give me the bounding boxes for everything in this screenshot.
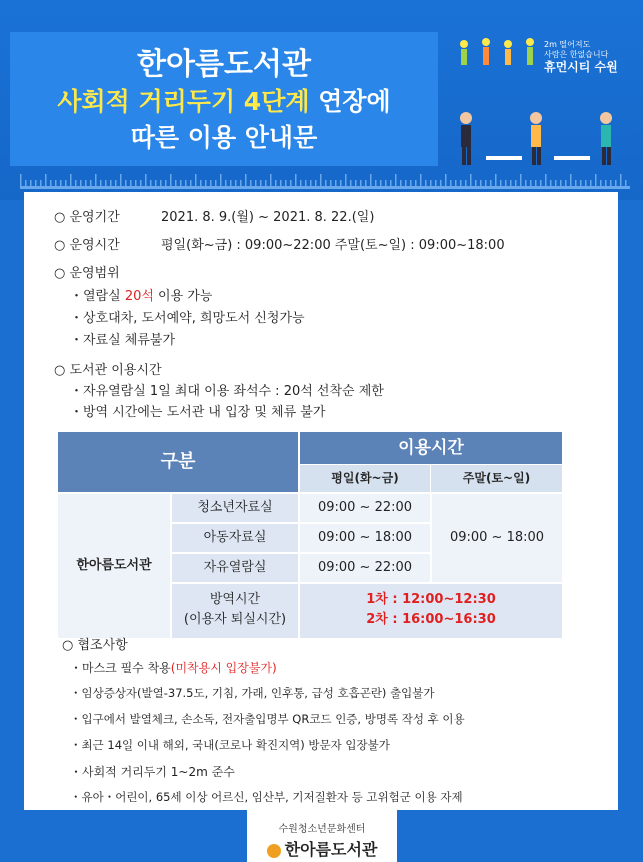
cooperation-item-2: ・임상증상자(발열-37.5도, 기침, 가래, 인후통, 급성 호흡곤란) 출입불가 [70,686,435,700]
scope-item-2: ・상호대차, 도서예약, 희망도서 신청가능 [70,311,305,326]
cooperation-label: ○ 협조사항 [62,638,128,653]
table-row-weekday: 09:00 ~ 22:00 [300,494,430,522]
title-line-2 [10,84,438,120]
table-row-name: 아동자료실 [172,524,298,552]
usage-item-1: ・자유열람실 1일 최대 이용 좌석수 : 20석 선착순 제한 [70,384,384,399]
footer-org: 수원청소년문화센터 [278,824,366,835]
table-quarantine-times: 1차 : 12:00~12:30 2차 : 16:00~16:30 [300,584,562,638]
title-line-2-rest: 연장에 [309,87,391,116]
people-logo-icon [456,36,542,76]
table-row-weekday: 09:00 ~ 22:00 [300,554,430,582]
library-logo-icon [267,844,281,858]
cooperation-item-6: ・유아・어린이, 65세 이상 어르신, 임산부, 기저질환자 등 고위험군 이용 자제 [70,790,463,804]
table-head-time: 이용시간 [300,432,562,464]
page-title: 한아름도서관 [137,47,311,82]
cooperation-item-1: ・마스크 필수 착용(미착용시 입장불가) [70,661,277,675]
period-value: 2021. 8. 9.(월) ~ 2021. 8. 22.(일) [161,210,375,225]
table-row-weekday: 09:00 ~ 18:00 [300,524,430,552]
title-box [10,32,438,166]
brand-name: 휴먼시티 수원 [544,60,618,74]
table-row-name: 청소년자료실 [172,494,298,522]
ruler-decoration-icon [20,170,630,190]
footer-name: 한아름도서관 [247,837,397,860]
title-highlight: 사회적 거리두기 4단계 [57,87,310,116]
brand-logo [456,36,636,76]
usage-item-2: ・방역 시간에는 도서관 내 입장 및 체류 불가 [70,405,326,420]
scope-item-1: ・열람실 20석 이용 가능 [70,289,213,304]
mask-warning: (미착용시 입장불가) [170,661,277,675]
footer-logo [247,810,397,862]
table-head-category: 구분 [58,432,298,492]
seat-count: 20석 [124,289,154,304]
brand-slogan: 2m 떨어져도 사람은 한없습니다 [544,40,609,59]
usage-label: ○ 도서관 이용시간 [54,363,162,378]
scope-label: ○ 운영범위 [54,266,120,281]
table-row-name: 자유열람실 [172,554,298,582]
title-line-3: 따른 이용 안내문 [130,123,318,152]
table-library-name: 한아름도서관 [58,494,170,638]
hours-label: ○ 운영시간 [54,238,120,253]
table-head-weekday: 평일(화~금) [300,465,430,492]
cooperation-item-3: ・입구에서 발열체크, 손소독, 전자출입명부 QR코드 인증, 방명록 작성 후 이용 [70,712,465,726]
scope-item-3: ・자료실 체류불가 [70,333,176,348]
table-head-weekend: 주말(토~일) [431,465,562,492]
table-quarantine-label: 방역시간 (이용자 퇴실시간) [172,584,298,638]
cooperation-item-5: ・사회적 거리두기 1~2m 준수 [70,765,235,779]
table-weekend-value: 09:00 ~ 18:00 [432,494,562,582]
header-banner [0,0,643,200]
cooperation-item-4: ・최근 14일 이내 해외, 국내(코로나 확진지역) 방문자 입장불가 [70,738,390,752]
hours-value: 평일(화~금) : 09:00~22:00 주말(토~일) : 09:00~18:00 [161,238,505,253]
distancing-illustration-icon [450,96,630,176]
period-label: ○ 운영기간 [54,210,120,225]
notice-card [24,192,618,810]
